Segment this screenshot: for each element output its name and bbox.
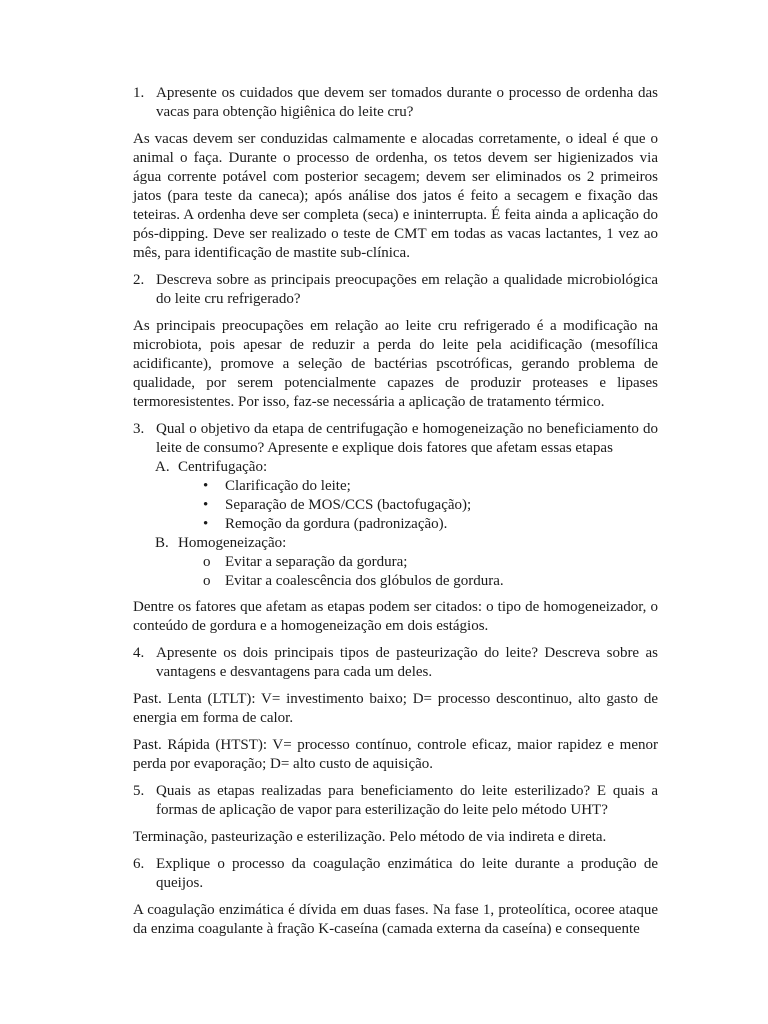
question-number: 5. [133,783,145,799]
question-number: 4. [133,645,145,661]
sublist-title: Centrifugação: [178,459,268,475]
bullet-icon: • [203,497,209,513]
answer-4b: Past. Rápida (HTST): V= processo contínuo, controle eficaz, maior rapidez e menor perda por evaporação; D= alto custo de aquisição. [133,737,658,772]
question-3 [133,420,658,458]
answer-5: Terminação, pasteurização e esterilização. Pelo método de via indireta e direta. [133,829,607,845]
list-item [133,553,658,572]
sublist-b [133,534,658,553]
question-1 [133,84,658,122]
list-item-text: Evitar a coalescência dos glóbulos de gordura. [225,573,504,589]
circle-bullet-icon: o [203,554,211,570]
list-item [133,572,658,591]
list-item-text: Remoção da gordura (padronização). [225,516,448,532]
question-5 [133,782,658,820]
list-item-text: Separação de MOS/CCS (bactofugação); [225,497,472,513]
question-text: Descreva sobre as principais preocupações em relação a qualidade microbiológica do leite cru refrigerado? [156,272,658,307]
question-4 [133,644,658,682]
answer-2: As principais preocupações em relação ao leite cru refrigerado é a modificação na microbiota, pois apesar de reduzir a perda do leite pela acidificação (mesofílica acidificante), promove a seleção de bactérias pscotróficas, gerando problema de qualidade, por serem potencialmente capazes de produzir proteases e lipases termoresistentes. Por isso, faz-se necessária a aplicação de tratamento térmico. [133,318,658,410]
question-6 [133,855,658,893]
question-number: 1. [133,85,145,101]
circle-bullet-icon: o [203,573,211,589]
list-item [133,477,658,496]
list-item-text: Evitar a separação da gordura; [225,554,408,570]
question-number: 3. [133,421,145,437]
sublist-letter: B. [155,535,169,551]
question-number: 2. [133,272,145,288]
question-text: Explique o processo da coagulação enzimática do leite durante a produção de queijos. [156,856,658,891]
question-text: Qual o objetivo da etapa de centrifugação e homogeneização no beneficiamento do leite de consumo? Apresente e explique dois fatores que afetam essas etapas [156,421,658,456]
question-text: Quais as etapas realizadas para beneficiamento do leite esterilizado? E quais a formas de aplicação de vapor para esterilização do leite pelo método UHT? [156,783,658,818]
list-item [133,496,658,515]
question-2 [133,271,658,309]
answer-3: Dentre os fatores que afetam as etapas podem ser citados: o tipo de homogeneizador, o conteúdo de gordura e a homogeneização em dois estágios. [133,599,658,634]
document-body [133,84,658,947]
sublist-title: Homogeneização: [178,535,287,551]
bullet-icon: • [203,516,209,532]
answer-4a: Past. Lenta (LTLT): V= investimento baixo; D= processo descontinuo, alto gasto de energia em forma de calor. [133,691,658,726]
sublist-a [133,458,658,477]
bullet-icon: • [203,478,209,494]
list-item [133,515,658,534]
question-text: Apresente os dois principais tipos de pasteurização do leite? Descreva sobre as vantagens e desvantagens para cada um deles. [156,645,658,680]
question-text: Apresente os cuidados que devem ser tomados durante o processo de ordenha das vacas para obtenção higiênica do leite cru? [156,85,658,120]
answer-1: As vacas devem ser conduzidas calmamente e alocadas corretamente, o ideal é que o animal o faça. Durante o processo de ordenha, os tetos devem ser higienizados via água corrente potável com posterior secagem; devem ser eliminados os 2 primeiros jatos (para teste da caneca); após análise dos jatos é feito a secagem e fixação das teteiras. A ordenha deve ser completa (seca) e ininterrupta. É feita ainda a aplicação do pós-dipping. Deve ser realizado o teste de CMT em todas as vacas lactantes, 1 vez ao mês, para identificação de mastite sub-clínica. [133,131,658,261]
sublist-letter: A. [155,459,170,475]
answer-6: A coagulação enzimática é dívida em duas fases. Na fase 1, proteolítica, ocoree ataque da enzima coagulante à fração K-caseína (camada externa da caseína) e consequente [133,902,658,937]
question-number: 6. [133,856,145,872]
list-item-text: Clarificação do leite; [225,478,351,494]
